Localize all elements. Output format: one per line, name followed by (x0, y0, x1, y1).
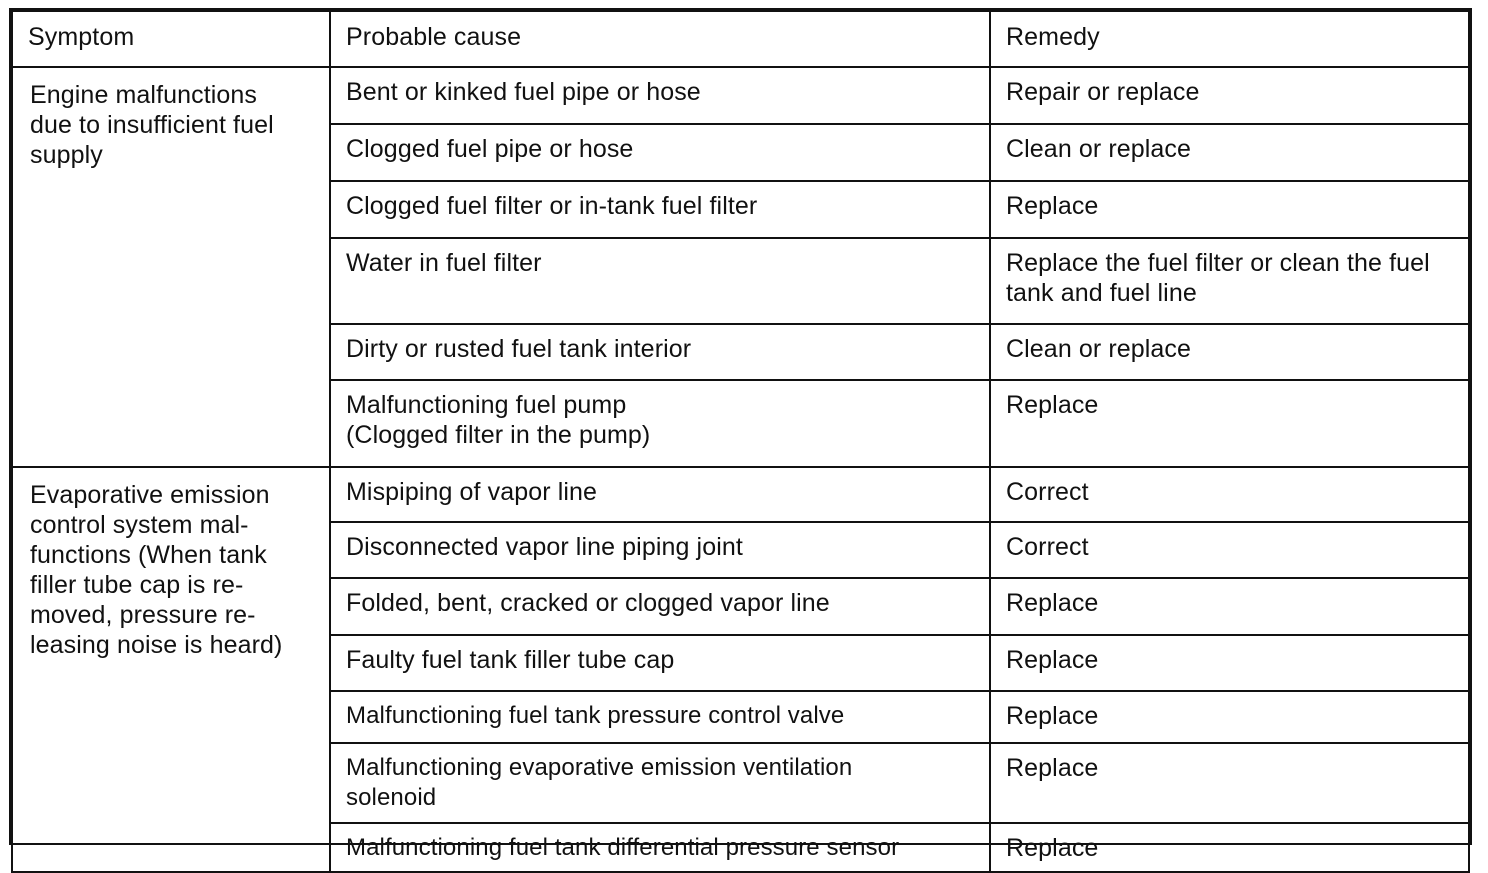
cause-cell: Folded, bent, cracked or clogged vapor line (330, 578, 990, 635)
remedy-cell: Clean or replace (990, 124, 1469, 181)
remedy-cell: Correct (990, 467, 1469, 522)
troubleshooting-table-frame (9, 8, 1472, 862)
remedy-cell: Replace (990, 635, 1469, 691)
remedy-cell: Repair or replace (990, 67, 1469, 124)
remedy-cell: Replace (990, 823, 1469, 872)
header-row (12, 11, 1469, 67)
cause-cell: Clogged fuel pipe or hose (330, 124, 990, 181)
cause-cell: Mispiping of vapor line (330, 467, 990, 522)
symptom-cell: Evaporative emission control system mal- functions (When tank filler tube cap is re- moved, pressure re- leasing noise is heard) (12, 467, 330, 872)
cause-cell: Water in fuel filter (330, 238, 990, 324)
cause-cell: Disconnected vapor line piping joint (330, 522, 990, 578)
remedy-cell: Replace the fuel filter or clean the fuel tank and fuel line (990, 238, 1469, 324)
cause-cell: Faulty fuel tank filler tube cap (330, 635, 990, 691)
table-row (12, 467, 1469, 522)
cause-cell: Malfunctioning fuel tank pressure control valve (330, 691, 990, 743)
header-symptom: Symptom (12, 11, 330, 67)
symptom-cell: Engine malfunctions due to insufficient fuel supply (12, 67, 330, 467)
table-row (12, 67, 1469, 124)
remedy-cell: Replace (990, 691, 1469, 743)
header-probable-cause: Probable cause (330, 11, 990, 67)
remedy-cell: Replace (990, 578, 1469, 635)
remedy-cell: Clean or replace (990, 324, 1469, 380)
cause-cell: Clogged fuel filter or in-tank fuel filter (330, 181, 990, 238)
cause-cell: Dirty or rusted fuel tank interior (330, 324, 990, 380)
header-remedy: Remedy (990, 11, 1469, 67)
remedy-cell: Replace (990, 743, 1469, 823)
cause-cell: Malfunctioning evaporative emission ventilation solenoid (330, 743, 990, 823)
troubleshooting-table (11, 10, 1470, 873)
cause-cell: Malfunctioning fuel pump (Clogged filter in the pump) (330, 380, 990, 467)
remedy-cell: Correct (990, 522, 1469, 578)
cause-cell: Malfunctioning fuel tank differential pressure sensor (330, 823, 990, 872)
remedy-cell: Replace (990, 181, 1469, 238)
cause-cell: Bent or kinked fuel pipe or hose (330, 67, 990, 124)
remedy-cell: Replace (990, 380, 1469, 467)
